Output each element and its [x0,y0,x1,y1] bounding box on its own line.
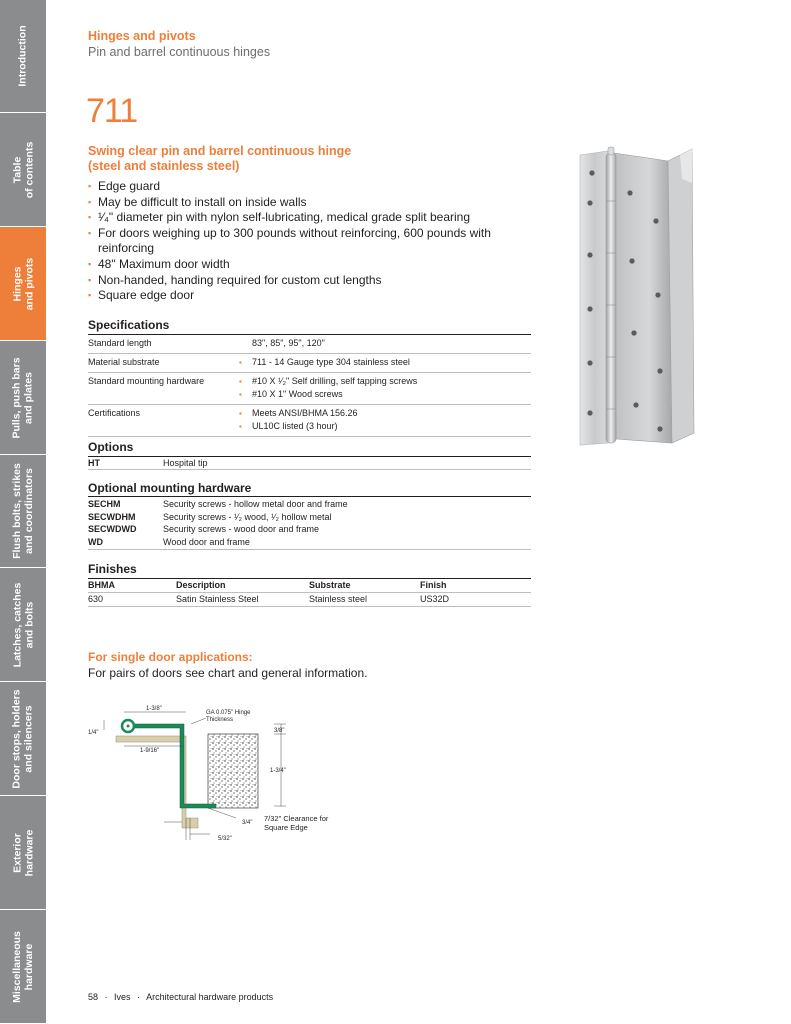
footer-brand: Ives [114,992,131,1002]
mounting-description: Security screws - hollow metal door and frame [163,499,348,509]
tab-label: Table of contents [11,141,35,198]
tab-introduction[interactable] [0,0,46,113]
divider [88,549,531,550]
clearance-note: Square Edge [264,823,308,832]
optional-mounting-heading: Optional mounting hardware [88,481,252,495]
finishes-header-row [88,579,531,593]
door-section [208,734,258,808]
tab-label: Hinges and pivots [11,257,36,310]
spec-value: ▪ #10 X ¹⁄₂" Self drilling, self tapping screws [238,375,531,388]
tab-exterior-hardware[interactable] [0,796,46,910]
optional-mounting-table [88,498,531,548]
column-header: Finish [420,580,447,590]
tab-flush-bolts[interactable] [0,455,46,568]
spec-value: 83", 85", 95", 120" [252,338,325,348]
spec-row [88,373,531,405]
tab-door-stops[interactable] [0,682,46,796]
finish-cell: Stainless steel [309,594,368,604]
option-row [88,457,531,470]
hinge-section-diagram [86,700,356,850]
tab-table-of-contents[interactable] [0,113,46,227]
dim-bottom-a: 3/4" [242,820,253,826]
product-title-line: Swing clear pin and barrel continuous hinge [88,144,352,158]
tab-label: Latches, catches and bolts [11,582,36,667]
options-heading: Options [88,440,134,454]
mounting-code: SECWDHM [88,511,136,522]
dim-top: 1-3/8" [146,706,162,712]
finish-cell: Satin Stainless Steel [176,594,259,604]
section-subtitle: Pin and barrel continuous hinges [88,45,271,59]
feature-item: ▪ 48" Maximum door width [88,257,508,273]
tab-miscellaneous-hardware[interactable] [0,910,46,1024]
pairs-note: For pairs of doors see chart and general information. [88,666,368,680]
footer-separator: · [137,992,141,1002]
mounting-row [88,523,531,536]
footer-separator: · [104,992,108,1002]
product-title [88,144,388,174]
gauge-note: Thickness [206,717,234,723]
model-number: 711 [86,92,138,130]
tab-hinges-and-pivots[interactable] [0,227,46,341]
gauge-note: GA 0.075" Hinge [206,710,251,716]
spec-value: ▪ 711 - 14 Gauge type 304 stainless steel [238,356,531,369]
single-door-heading: For single door applications: [88,650,253,664]
column-header: Substrate [309,580,351,590]
tab-label: Door stops, holders and silencers [11,688,35,789]
feature-list [88,179,508,304]
mounting-description: Security screws - ¹⁄₂ wood, ¹⁄₂ hollow metal [163,511,332,522]
spec-row [88,335,531,354]
tab-label: Flush bolts, strikes and coordinators [11,463,36,559]
mounting-row [88,511,531,524]
feature-item: ▪ Square edge door [88,288,508,304]
dim-right-top: 3/8" [274,728,285,734]
finish-cell: US32D [420,594,450,604]
mounting-description: Security screws - wood door and frame [163,524,320,534]
column-header: BHMA [88,580,115,590]
divider [88,496,531,497]
dim-right-mid: 1-3/4" [270,768,286,774]
section-title: Hinges and pivots [88,29,196,43]
mounting-row [88,536,531,549]
product-title-line: (steel and stainless steel) [88,159,240,173]
spec-label: Certifications [88,408,141,418]
dim-left: 1/4" [88,730,99,736]
spec-row [88,405,531,437]
dim-mid: 1-9/16" [140,748,160,754]
tab-label: Miscellaneous hardware [11,930,35,1003]
tab-latches-catches[interactable] [0,568,46,682]
divider [88,469,531,470]
column-header: Description [176,580,226,590]
dim-bottom-b: 5/32" [218,836,232,842]
mounting-description: Wood door and frame [163,536,250,547]
spec-label: Material substrate [88,357,160,367]
specifications-heading: Specifications [88,318,170,332]
finishes-row [88,593,531,607]
tab-pulls-push-bars[interactable] [0,341,46,455]
spec-values [238,375,531,401]
spec-value: ▪ UL10C listed (3 hour) [238,420,531,433]
spec-values [238,337,531,350]
option-code: HT [88,458,100,468]
finishes-heading: Finishes [88,562,137,576]
feature-item: ▪ Non-handed, handing required for custom cut lengths [88,273,508,289]
feature-item: ▪ For doors weighing up to 300 pounds without reinforcing, 600 pounds with reinforcing [88,226,498,257]
section-sidebar [0,0,46,1024]
feature-item: ▪ Edge guard [88,179,508,195]
tab-label: Exterior hardware [11,829,35,876]
spec-value: ▪ #10 X 1" Wood screws [238,388,531,401]
feature-item: ▪ ¹⁄₄" diameter pin with nylon self-lubricating, medical grade split bearing [88,210,508,226]
mounting-code: SECHM [88,499,121,509]
finishes-table [88,579,531,607]
options-table [88,457,531,470]
specifications-table [88,335,531,437]
mounting-code: SECWDWD [88,524,137,534]
feature-item: ▪ May be difficult to install on inside walls [88,195,508,211]
option-description: Hospital tip [163,458,208,468]
spec-label: Standard mounting hardware [88,376,205,386]
hinge-product-image [568,143,708,448]
mounting-code: WD [88,536,103,547]
page-footer [88,992,277,1002]
spec-values [238,407,531,433]
spec-values [238,356,531,369]
finish-cell: 630 [88,594,104,604]
spec-label: Standard length [88,338,152,348]
spec-value: ▪ Meets ANSI/BHMA 156.26 [238,407,531,420]
footer-catalog: Architectural hardware products [146,992,274,1002]
tab-label: Introduction [17,25,29,87]
spec-row [88,354,531,373]
clearance-note: 7/32" Clearance for [264,814,329,823]
page-number: 58 [88,992,99,1002]
mounting-row [88,498,531,511]
tab-label: Pulls, push bars and plates [11,356,36,439]
